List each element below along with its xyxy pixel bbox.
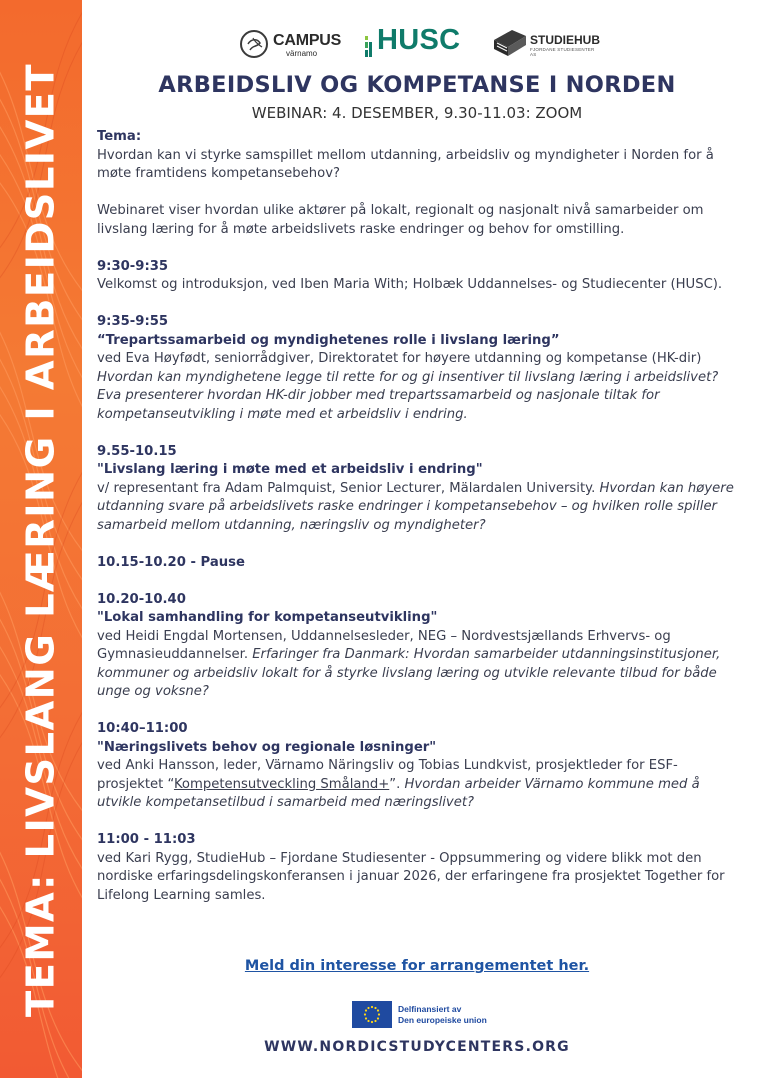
session-speaker-end: ”. [389, 776, 405, 792]
session-body [97, 480, 735, 536]
session-time: 10.20-10.40 [97, 591, 186, 607]
session-speaker: ved Anki Hansson, leder, Värnamo Näringsliv og Tobias Lundkvist, prosjektleder for ESF-prosjektet “ [97, 758, 678, 792]
register-interest-link[interactable]: Meld din interesse for arrangementet her. [244, 958, 590, 974]
bars-icon [365, 34, 375, 58]
campus-logo-sub: värnamo [286, 49, 318, 58]
session-title: "Næringslivets behov og regionale løsninger" [97, 739, 437, 755]
session-description: Hvordan kan høyere utdanning svare på arbeidslivets raske endringer i kompetansebehov – og hvilken rolle spiller samarbeid mellom utdanning, næringsliv og myndigheter? [97, 480, 734, 533]
eu-text-line2: Den europeiske union [398, 1015, 487, 1025]
session-time: 9.55-10.15 [97, 443, 177, 459]
website-link[interactable]: WWW.NORDICSTUDYCENTERS.ORG [264, 1039, 570, 1055]
tema-label: Tema: [97, 129, 142, 144]
session-text: ved Kari Rygg, StudieHub – Fjordane Studiesenter - Oppsummering og videre blikk mot den nordiske erfaringsdelingskonferansen i januar 2026, der erfaringene fra prosjektet Together for Lifelong Learning samles. [97, 850, 725, 903]
session-title: “Trepartssamarbeid og myndighetenes rolle i livslang læring” [97, 332, 560, 348]
session-title: "Lokal samhandling for kompetanseutvikling" [97, 610, 438, 625]
program-content [97, 128, 735, 905]
book-icon [492, 26, 528, 58]
eu-text-line1: Delfinansiert av [398, 1004, 462, 1014]
session-text: Velkomst og introduksjon, ved Iben Maria With; Holbæk Uddannelses- og Studiecenter (HUSC). [97, 277, 723, 292]
campus-logo-text: CAMPUS [273, 32, 342, 49]
session-time: 10:40–11:00 [97, 721, 188, 736]
session-description: : Hvordan samarbeider utdanningsinstitusjoner, kommuner og arbeidsliv lokalt for å styrke livslang læring og utvikle relevante tilbud for både unge og voksne? [97, 647, 721, 699]
session-time: 9:35-9:55 [97, 314, 169, 329]
studiehub-logo [492, 24, 602, 64]
side-band [0, 0, 82, 1078]
session-body [97, 757, 735, 813]
side-band-text: TEMA: LIVSLANG LÆRING I ARBEIDSLIVET [18, 62, 64, 1018]
session-description-prefix: Erfaringer fra Danmark [252, 647, 406, 662]
session-body [97, 350, 735, 424]
globe-icon [240, 30, 268, 58]
session-speaker: v/ representant fra Adam Palmquist, Senior Lecturer, Mälardalen University. [97, 480, 600, 496]
pause-label: 10.15-10.20 - Pause [97, 554, 245, 570]
eu-text [398, 1004, 487, 1026]
tema-description: Webinaret viser hvordan ulike aktører på lokalt, regionalt og nasjonalt nivå samarbeider om livslang læring for å møte arbeidslivets raske endringer og behov for omstilling. [97, 203, 704, 237]
studiehub-logo-text: STUDIEHUB [530, 33, 601, 47]
session-time: 9:30-9:35 [97, 258, 169, 274]
husc-logo-text: HUSC [377, 24, 461, 56]
tema-question: Hvordan kan vi styrke samspillet mellom utdanning, arbeidsliv og myndigheter i Norden for å møte framtidens kompetansebehov? [97, 147, 714, 181]
logo-row [236, 24, 601, 64]
session-speaker: ved Eva Høyfødt, seniorrådgiver, Direktoratet for høyere utdanning og kompetanse (HK-dir) [97, 351, 702, 366]
session-body [97, 628, 735, 702]
page-title: ARBEIDSLIV OG KOMPETANSE I NORDEN [158, 72, 676, 98]
page-subtitle: WEBINAR: 4. DESEMBER, 9.30-11.03: ZOOM [251, 104, 583, 122]
session-speaker: ved Heidi Engdal Mortensen, Uddannelsesleder, NEG – Nordvestsjællands Erhvervs- og Gymnasieuddannelser. [97, 628, 671, 662]
session-title: "Livslang læring i møte med et arbeidsliv i endring" [97, 462, 483, 477]
session-time: 11:00 - 11:03 [97, 832, 196, 847]
studiehub-logo-sub: FJORDANE STUDIESENTER AS [530, 47, 595, 57]
eu-cofunded-logo [352, 1001, 492, 1029]
session-description: Hvordan kan myndighetene legge til rette for og gi insentiver til livslang læring i arbeidslivet? Eva presenterer hvordan HK-dir jobber med trepartssamarbeid og nasjonale tiltak for kompetanseutvikling i møte med et arbeidsliv i endring. [97, 369, 719, 422]
project-link[interactable]: Kompetensutveckling Småland+ [173, 776, 390, 792]
eu-flag-icon [352, 1001, 392, 1028]
husc-logo [365, 24, 475, 64]
session-description: Hvordan arbeider Värnamo kommune med å utvikle kompetansetilbud i samarbeid med næringslivet? [97, 776, 700, 810]
